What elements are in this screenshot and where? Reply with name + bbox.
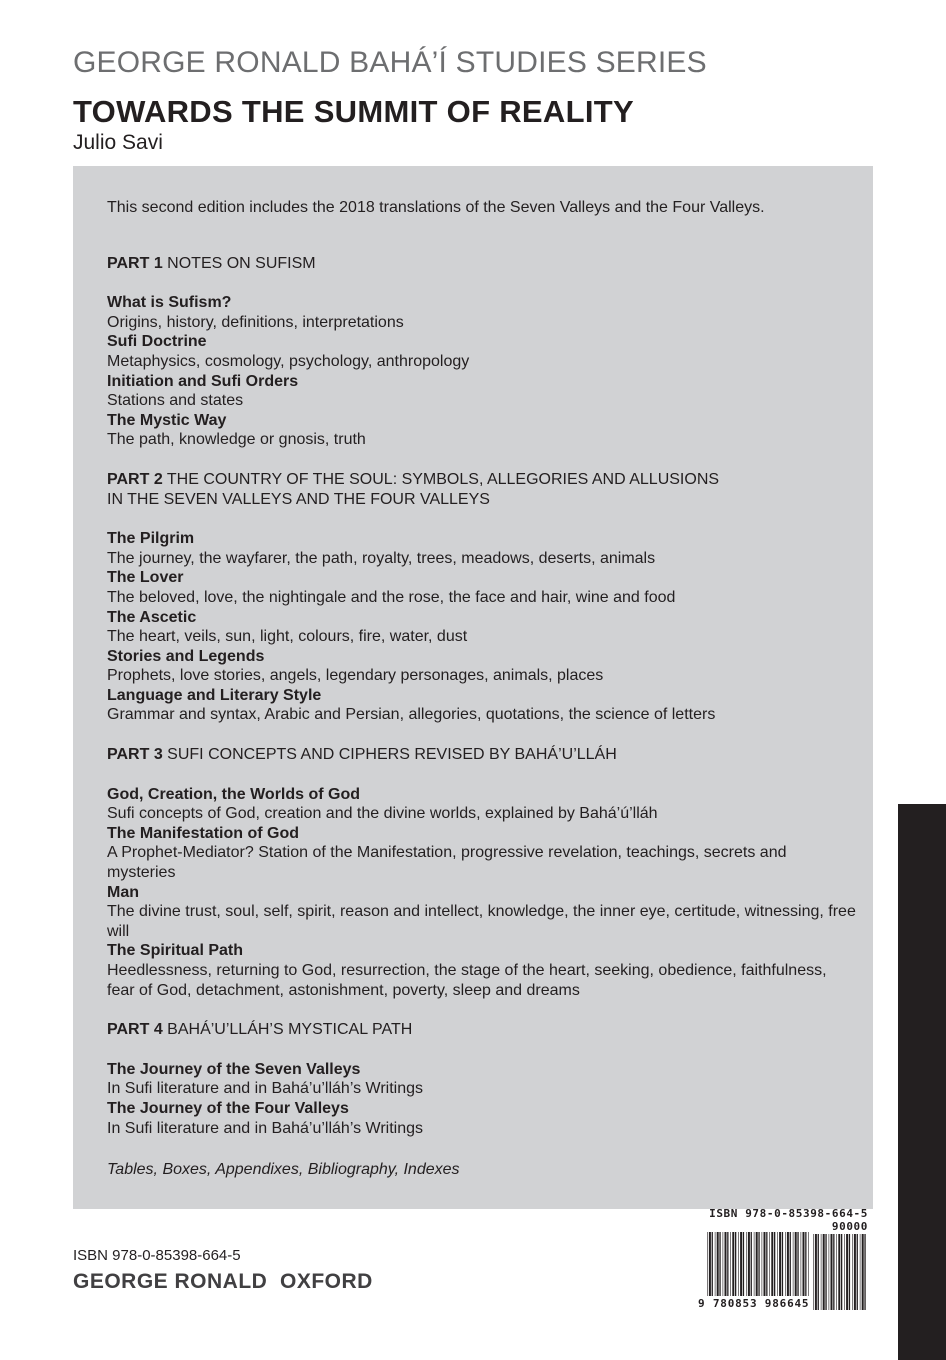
barcode-bar [730, 1232, 731, 1296]
barcode-bar [852, 1234, 853, 1310]
barcode-bar [719, 1232, 720, 1296]
barcode-bar [846, 1234, 848, 1310]
barcode-bar [779, 1232, 781, 1296]
list-item [107, 785, 857, 824]
list-item [107, 293, 857, 332]
barcode-bar [732, 1232, 734, 1296]
list-item [107, 411, 857, 450]
barcode-bar [715, 1232, 716, 1296]
barcode-bar [795, 1232, 797, 1296]
item-description: The journey, the wayfarer, the path, royalty, trees, meadows, deserts, animals [107, 549, 656, 567]
part-label: PART 1 [107, 254, 163, 272]
publisher-imprint: GEORGE RONALD OXFORD [73, 1270, 373, 1293]
barcode-bar [836, 1234, 837, 1310]
part-title: NOTES ON SUFISM [167, 254, 316, 272]
part-heading [107, 1020, 857, 1040]
item-description: Metaphysics, cosmology, psychology, anthropology [107, 352, 470, 370]
barcode-bar [790, 1232, 791, 1296]
part-title: THE COUNTRY OF THE SOUL: SYMBOLS, ALLEGORIES AND ALLUSIONS [166, 470, 720, 488]
barcode-bar [803, 1232, 805, 1296]
barcode-bar [738, 1232, 739, 1296]
contents-panel [73, 166, 873, 1209]
barcode-bar [743, 1232, 744, 1296]
barcode-bar [815, 1234, 817, 1310]
barcode-bar [746, 1232, 747, 1296]
item-description: The heart, veils, sun, light, colours, fire, water, dust [107, 628, 468, 646]
part-heading [107, 254, 857, 274]
barcode-bar [777, 1232, 778, 1296]
list-item [107, 686, 857, 725]
item-description: In Sufi literature and in Bahá’u’lláh’s Writings [107, 1080, 424, 1098]
series-title: GEORGE RONALD BAHÁ’Í STUDIES SERIES [73, 46, 707, 79]
part-section [107, 785, 857, 1001]
item-description: Prophets, love stories, angels, legendary personages, animals, places [107, 667, 604, 685]
barcode-bar [818, 1234, 819, 1310]
item-description: Grammar and syntax, Arabic and Persian, allegories, quotations, the science of letters [107, 706, 716, 724]
spine-tab [898, 804, 946, 1360]
barcode-bar [844, 1234, 845, 1310]
part-label: PART 2 [107, 470, 163, 488]
parts-list [107, 254, 857, 1139]
barcode-bar [727, 1232, 728, 1296]
part-title-line2: IN THE SEVEN VALLEYS AND THE FOUR VALLEYS [107, 490, 490, 508]
list-item [107, 568, 857, 607]
barcode-bar [793, 1232, 794, 1296]
item-title: The Lover [107, 569, 184, 587]
barcode-bar [740, 1232, 742, 1296]
barcode-bar [717, 1232, 719, 1296]
barcode-bar [712, 1232, 713, 1296]
barcode-bar [797, 1232, 798, 1296]
barcode-bar [707, 1232, 708, 1296]
barcode-bar [825, 1234, 826, 1310]
contents-text [107, 198, 857, 1196]
barcode-bar [805, 1232, 806, 1296]
part-heading [107, 745, 857, 765]
book-title: TOWARDS THE SUMMIT OF REALITY [73, 94, 634, 129]
list-item [107, 1060, 857, 1099]
barcode-bar [854, 1234, 856, 1310]
barcode-bar [860, 1234, 861, 1310]
barcode-bar [751, 1232, 752, 1296]
item-description: Stations and states [107, 392, 244, 410]
item-description: The beloved, love, the nightingale and the rose, the face and hair, wine and food [107, 588, 676, 606]
barcode-bar [821, 1234, 822, 1310]
barcode-bar [823, 1234, 825, 1310]
barcode-bar [769, 1232, 770, 1296]
list-item [107, 332, 857, 371]
barcode-bar [782, 1232, 783, 1296]
barcode-bar [735, 1232, 736, 1296]
barcode-digits: 9 780853 986645 [698, 1297, 810, 1310]
barcode-bar [748, 1232, 750, 1296]
barcode-addon-number: 90000 [831, 1220, 868, 1233]
item-description: Heedlessness, returning to God, resurrection, the stage of the heart, seeking, obedience, faithfulness, fear of God, detachment, astonishment, poverty, sleep and dreams [107, 962, 827, 999]
barcode-bar [849, 1234, 850, 1310]
edition-note: This second edition includes the 2018 translations of the Seven Valleys and the Four Valleys. [107, 199, 765, 216]
item-title: God, Creation, the Worlds of God [107, 785, 361, 803]
item-title: The Pilgrim [107, 530, 195, 548]
list-item [107, 941, 857, 1000]
item-description: The path, knowledge or gnosis, truth [107, 431, 366, 449]
item-title: Sufi Doctrine [107, 333, 207, 351]
barcode-bar [756, 1232, 758, 1296]
barcode-bar [813, 1234, 814, 1310]
part-label: PART 4 [107, 1021, 163, 1039]
item-description: Origins, history, definitions, interpretations [107, 313, 404, 331]
barcode-bar [833, 1234, 834, 1310]
barcode-bar [862, 1234, 864, 1310]
barcode-bar [808, 1232, 809, 1296]
closing-note: Tables, Boxes, Appendixes, Bibliography, Indexes [107, 1161, 460, 1179]
item-description: The divine trust, soul, self, spirit, reason and intellect, knowledge, the inner eye, certitude, witnessing, free will [107, 903, 856, 940]
item-title: The Mystic Way [107, 411, 227, 429]
barcode-bar [764, 1232, 766, 1296]
barcode-bar [841, 1234, 842, 1310]
isbn-text: ISBN 978-0-85398-664-5 [73, 1247, 241, 1264]
barcode-bar [864, 1234, 865, 1310]
item-title: Man [107, 883, 139, 901]
item-title: Initiation and Sufi Orders [107, 372, 299, 390]
list-item [107, 647, 857, 686]
list-item [107, 824, 857, 883]
barcode-bar [774, 1232, 775, 1296]
barcode-bar [785, 1232, 786, 1296]
item-title: The Manifestation of God [107, 824, 299, 842]
item-title: The Spiritual Path [107, 942, 244, 960]
part-title: BAHÁ’U’LLÁH’S MYSTICAL PATH [167, 1021, 413, 1039]
list-item [107, 1099, 857, 1138]
item-title: The Journey of the Four Valleys [107, 1099, 349, 1117]
item-title: Stories and Legends [107, 647, 265, 665]
item-title: Language and Literary Style [107, 686, 322, 704]
barcode-bar [709, 1232, 711, 1296]
part-section [107, 529, 857, 725]
barcode-bar [831, 1234, 833, 1310]
part-heading [107, 470, 857, 509]
list-item [107, 529, 857, 568]
barcode-bar [754, 1232, 755, 1296]
part-title: SUFI CONCEPTS AND CIPHERS REVISED BY BAHÁ’U’LLÁH [167, 746, 617, 764]
author-name: Julio Savi [73, 131, 163, 154]
item-description: A Prophet-Mediator? Station of the Manifestation, progressive revelation, teachings, secrets and mysteries [107, 844, 787, 882]
barcode-icon [706, 1232, 810, 1296]
item-description: Sufi concepts of God, creation and the divine worlds, explained by Bahá’ú’lláh [107, 805, 658, 823]
barcode-bar [758, 1232, 759, 1296]
item-description: In Sufi literature and in Bahá’u’lláh’s Writings [107, 1119, 424, 1137]
part-section [107, 293, 857, 450]
list-item [107, 372, 857, 411]
barcode-bar [829, 1234, 830, 1310]
barcode-bar [762, 1232, 763, 1296]
item-title: The Ascetic [107, 608, 197, 626]
barcode-bar [723, 1232, 724, 1296]
part-section [107, 1060, 857, 1138]
barcode-bar [857, 1234, 858, 1310]
item-title: What is Sufism? [107, 294, 232, 312]
barcode-addon-icon [812, 1234, 868, 1310]
barcode-bar [787, 1232, 789, 1296]
barcode-bar [771, 1232, 773, 1296]
barcode-bar [766, 1232, 767, 1296]
part-label: PART 3 [107, 746, 163, 764]
barcode-bar [725, 1232, 727, 1296]
list-item [107, 883, 857, 942]
item-title: The Journey of the Seven Valleys [107, 1060, 361, 1078]
barcode-isbn-label: ISBN 978-0-85398-664-5 [709, 1207, 868, 1220]
barcode-bar [801, 1232, 802, 1296]
list-item [107, 608, 857, 647]
barcode-bar [838, 1234, 840, 1310]
